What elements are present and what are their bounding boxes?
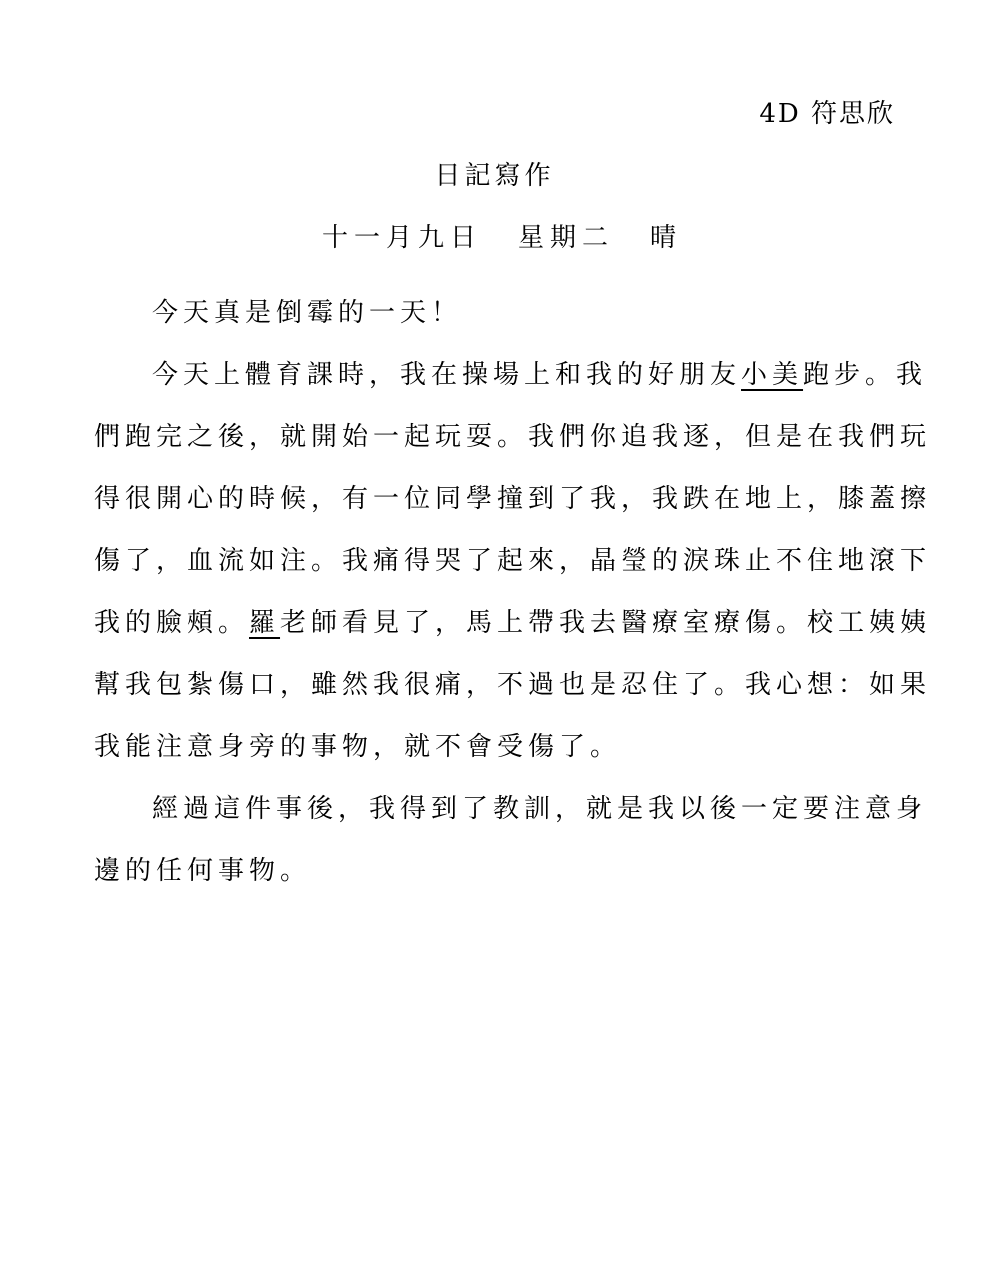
date-text: 十一月九日 [322,223,483,253]
weekday-text: 星期二 [518,223,615,253]
paragraph-2 [94,344,932,778]
paragraph-1 [94,282,894,344]
paragraph-line [94,592,932,654]
paragraph-line: 傷了，血流如注。我痛得哭了起來，晶瑩的淚珠止不住地滾下 [94,546,932,576]
paragraph-line: 幫我包紮傷口，雖然我很痛，不過也是忍住了。我心想：如果 [94,670,932,700]
paragraph-line [94,344,928,406]
text-segment: 老師看見了，馬上帶我去醫療室療傷。校工姨姨 [280,608,932,638]
weather-text: 晴 [650,223,683,253]
paragraph-line: 得很開心的時候，有一位同學撞到了我，我跌在地上，膝蓋擦 [94,484,932,514]
page-title: 日記寫作 [434,161,555,191]
paragraph-3 [94,778,928,902]
paragraph-line: 今天真是倒霉的一天！ [152,298,463,328]
text-segment: 跑步。我 [803,360,928,390]
paragraph-line: 我能注意身旁的事物，就不會受傷了。 [94,732,622,762]
proper-name-luo: 羅 [249,608,281,638]
paragraph-line: 們跑完之後，就開始一起玩耍。我們你追我逐，但是在我們玩 [94,422,932,452]
diary-body [94,282,932,902]
text-segment: 今天上體育課時，我在操場上和我的好朋友 [152,360,742,390]
proper-name-xiaomei: 小美 [741,360,804,390]
paragraph-line: 經過這件事後，我得到了教訓，就是我以後一定要注意身 [152,794,928,824]
author-label: 4D 符思欣 [759,99,895,129]
paragraph-line: 邊的任何事物。 [94,856,312,886]
text-segment: 我的臉頰。 [94,608,250,638]
dateline [322,220,682,256]
